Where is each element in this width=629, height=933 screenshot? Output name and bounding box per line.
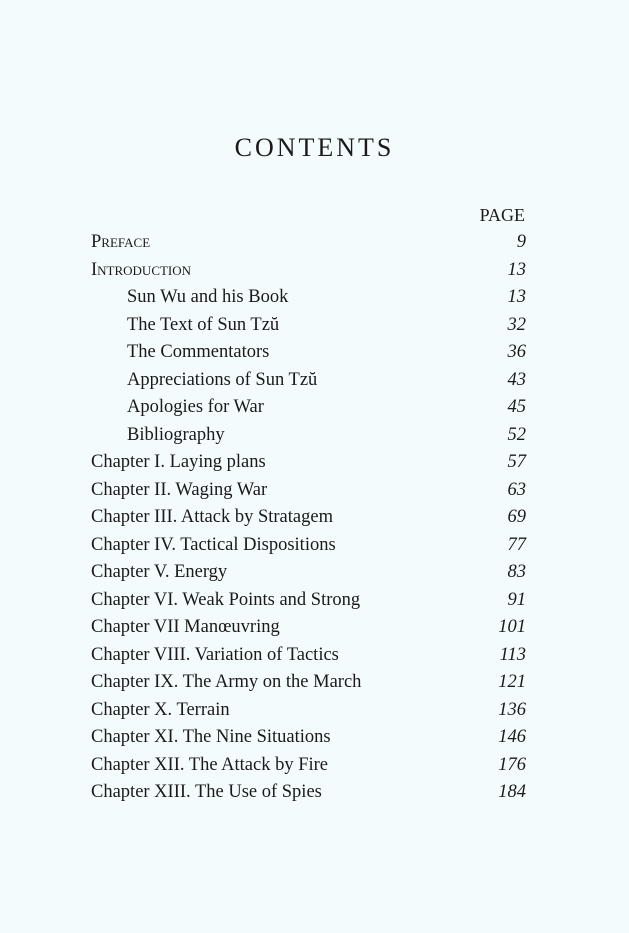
toc-entry-label: Chapter IV. Tactical Dispositions bbox=[91, 534, 336, 555]
toc-entry-chapter-2[interactable] bbox=[91, 477, 526, 505]
toc-entry-page: 9 bbox=[516, 232, 526, 252]
toc-entry-chapter-1[interactable] bbox=[91, 449, 526, 477]
toc-entry-chapter-13[interactable] bbox=[91, 779, 526, 807]
toc-entry-label: The Commentators bbox=[127, 342, 270, 362]
toc-entry-label: Introduction bbox=[91, 259, 192, 280]
toc-entry-chapter-9[interactable] bbox=[91, 669, 526, 697]
toc-entry-label: Bibliography bbox=[127, 424, 225, 445]
toc-entry-page: 57 bbox=[507, 452, 526, 472]
toc-entry-page: 69 bbox=[507, 507, 526, 527]
toc-entry-page: 91 bbox=[507, 589, 526, 610]
toc-entry-commentators[interactable] bbox=[91, 339, 526, 367]
toc-entry-page: 63 bbox=[507, 479, 526, 500]
toc-entry-label: Chapter III. Attack by Stratagem bbox=[91, 507, 333, 527]
toc-entry-label: Appreciations of Sun Tzŭ bbox=[127, 369, 318, 390]
toc-entry-text-of-sun-tzu[interactable] bbox=[91, 312, 526, 340]
toc-entry-label: Preface bbox=[91, 232, 151, 252]
toc-entry-chapter-8[interactable] bbox=[91, 642, 526, 670]
toc-entry-label: Chapter XIII. The Use of Spies bbox=[91, 782, 322, 802]
toc-entry-page: 121 bbox=[498, 672, 526, 692]
toc-entry-chapter-3[interactable] bbox=[91, 504, 526, 532]
toc-entry-apologies-for-war[interactable] bbox=[91, 394, 526, 422]
toc-entry-chapter-11[interactable] bbox=[91, 724, 526, 752]
toc-entry-chapter-10[interactable] bbox=[91, 697, 526, 725]
toc-entry-chapter-5[interactable] bbox=[91, 559, 526, 587]
toc-entry-label: Sun Wu and his Book bbox=[127, 287, 289, 307]
toc-entry-label: Chapter X. Terrain bbox=[91, 699, 230, 720]
toc-entry-page: 45 bbox=[507, 397, 526, 417]
toc-entry-appreciations[interactable] bbox=[91, 367, 526, 395]
toc-entry-page: 146 bbox=[498, 727, 526, 747]
toc-entry-page: 52 bbox=[507, 424, 526, 445]
toc-entry-page: 113 bbox=[499, 644, 526, 665]
toc-entry-page: 136 bbox=[498, 699, 526, 720]
toc-entry-page: 32 bbox=[507, 314, 526, 335]
page-title: CONTENTS bbox=[234, 133, 395, 162]
toc-entry-chapter-6[interactable] bbox=[91, 587, 526, 615]
toc-entry-preface[interactable] bbox=[91, 229, 526, 257]
toc-entry-page: 83 bbox=[507, 562, 526, 582]
toc-entry-label: Chapter VII Manœuvring bbox=[91, 617, 280, 637]
toc-entry-label: Chapter V. Energy bbox=[91, 562, 228, 582]
toc-entry-label: Chapter XII. The Attack by Fire bbox=[91, 754, 329, 775]
toc-entry-chapter-12[interactable] bbox=[91, 752, 526, 780]
toc-entry-chapter-7[interactable] bbox=[91, 614, 526, 642]
toc-entry-label: Chapter VIII. Variation of Tactics bbox=[91, 644, 339, 665]
page-column-header: PAGE bbox=[479, 205, 525, 225]
toc-entry-label: Chapter II. Waging War bbox=[91, 479, 268, 500]
table-of-contents bbox=[91, 229, 526, 807]
toc-entry-bibliography[interactable] bbox=[91, 422, 526, 450]
toc-entry-page: 36 bbox=[507, 342, 526, 362]
toc-entry-introduction[interactable] bbox=[91, 257, 526, 285]
toc-entry-page: 101 bbox=[498, 617, 526, 637]
toc-entry-label: Apologies for War bbox=[127, 397, 264, 417]
toc-entry-label: Chapter VI. Weak Points and Strong bbox=[91, 589, 361, 610]
toc-entry-page: 184 bbox=[498, 782, 526, 802]
toc-entry-label: Chapter IX. The Army on the March bbox=[91, 672, 362, 692]
toc-entry-chapter-4[interactable] bbox=[91, 532, 526, 560]
toc-entry-page: 43 bbox=[507, 369, 526, 390]
toc-entry-page: 13 bbox=[507, 259, 526, 280]
toc-entry-page: 77 bbox=[507, 534, 526, 555]
toc-entry-label: The Text of Sun Tzŭ bbox=[127, 314, 280, 335]
toc-entry-label: Chapter I. Laying plans bbox=[91, 452, 266, 472]
toc-entry-label: Chapter XI. The Nine Situations bbox=[91, 727, 331, 747]
toc-entry-sun-wu-and-his-book[interactable] bbox=[91, 284, 526, 312]
toc-entry-page: 13 bbox=[507, 287, 526, 307]
toc-entry-page: 176 bbox=[498, 754, 526, 775]
